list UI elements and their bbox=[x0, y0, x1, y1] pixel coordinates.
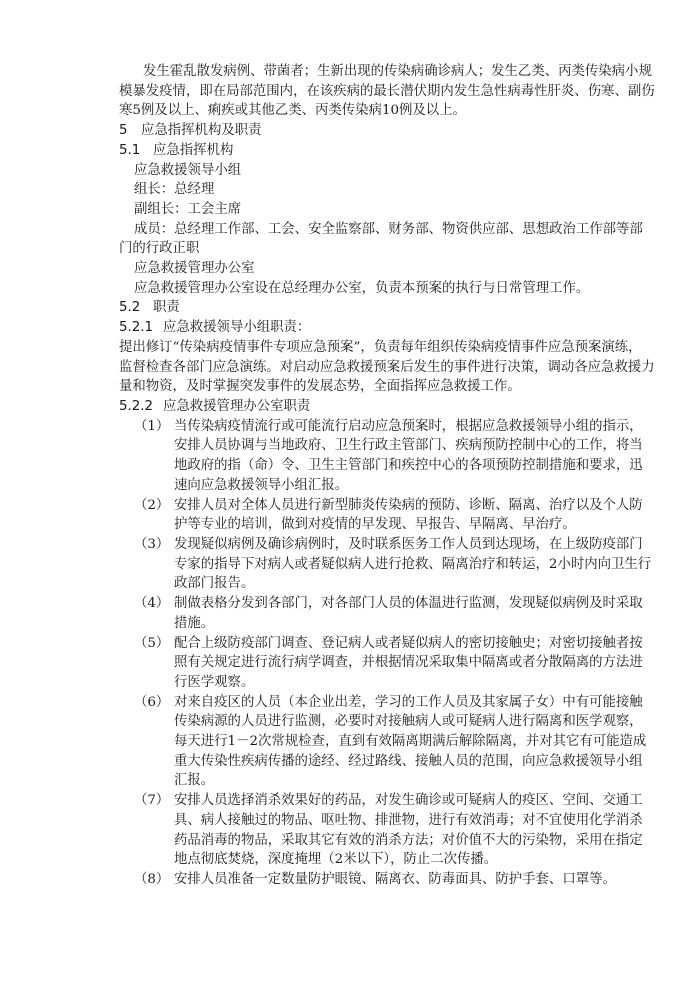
intro-line-3: 寒5例及以上、痢疾或其他乙类、丙类传染病10例及以上。 bbox=[119, 103, 466, 118]
item-6-line-5: 汇报。 bbox=[174, 773, 215, 788]
item-1-line-2: 安排人员协调与当地政府、卫生行政主管部门、疾病预防控制中心的工作，将当 bbox=[174, 438, 643, 453]
office-title: 应急救援管理办公室 bbox=[134, 261, 255, 276]
members-line-1: 成员：总经理工作部、工会、安全监察部、财务部、物资供应部、思想政治工作部等部 bbox=[134, 222, 643, 237]
item-4-line-1: 制做表格分发到各部门，对各部门人员的体温进行监测，发现疑似病例及时采取 bbox=[174, 596, 643, 611]
item-2-line-1: 安排人员对全体人员进行新型肺炎传染病的预防、诊断、隔离、治疗以及个人防 bbox=[174, 498, 643, 513]
leadership-group-title: 应急救援领导小组 bbox=[134, 163, 242, 178]
item-4-label: （4） bbox=[134, 596, 170, 611]
item-6-line-4: 重大传染性疾病传播的途经、经过路线、接触人员的范围，向应急救援领导小组 bbox=[174, 754, 643, 769]
section-5-2-number: 5.2 bbox=[119, 300, 141, 315]
item-7-label: （7） bbox=[134, 793, 170, 808]
item-7-line-3: 药品消毒的物品，采取其它有效的消杀方法；对价值不大的污染物，采用在指定 bbox=[174, 833, 643, 848]
item-5-line-3: 行医学观察。 bbox=[174, 675, 255, 690]
item-7-line-1: 安排人员选择消杀效果好的药品，对发生确诊或可疑病人的疫区、空间、交通工 bbox=[174, 793, 643, 808]
item-6-line-2: 传染病源的人员进行监测，必要时对接触病人或可疑病人进行隔离和医学观察， bbox=[174, 714, 643, 729]
item-6-line-3: 每天进行1－2次常规检查，直到有效隔离期满后解除隔离，并对其它有可能造成 bbox=[174, 734, 647, 749]
section-5-2-1-number: 5.2.1 bbox=[119, 320, 154, 335]
section-5-2-1-line-1: 提出修订“传染病疫情事件专项应急预案”，负责每年组织传染病疫情事件应急预案演练， bbox=[119, 340, 642, 355]
section-5-heading bbox=[119, 121, 262, 140]
section-5-2-1-line-3: 量和物资，及时掌握突发事件的发展态势，全面指挥应急救援工作。 bbox=[119, 379, 521, 394]
section-5-1-heading bbox=[119, 141, 233, 160]
intro-line-2: 模暴发疫情，即在局部范围内，在该疾病的最长潜伏期内发生急性病毒性肝炎、伤寒、副伤 bbox=[119, 84, 655, 99]
leader-line: 组长：总经理 bbox=[134, 182, 215, 197]
members-line-2: 门的行政正职 bbox=[119, 241, 200, 256]
deputy-line: 副组长：工会主席 bbox=[134, 202, 242, 217]
office-text: 应急救援管理办公室设在总经理办公室，负责本预案的执行与日常管理工作。 bbox=[134, 281, 590, 296]
section-5-2-2-number: 5.2.2 bbox=[119, 399, 154, 414]
section-5-2-title: 职责 bbox=[153, 300, 180, 315]
section-5-1-title: 应急指挥机构 bbox=[153, 143, 234, 158]
item-3-label: （3） bbox=[134, 537, 170, 552]
item-5-line-2: 照有关规定进行流行病学调查，并根据情况采取集中隔离或者分散隔离的方法进 bbox=[174, 655, 643, 670]
section-5-2-heading bbox=[119, 298, 180, 317]
item-8-label: （8） bbox=[134, 872, 170, 887]
section-5-number: 5 bbox=[119, 123, 128, 138]
item-1-line-4: 速向应急救援领导小组汇报。 bbox=[174, 478, 349, 493]
section-5-2-2-title: 应急救援管理办公室职责 bbox=[163, 399, 311, 414]
item-4-line-2: 措施。 bbox=[174, 616, 215, 631]
section-5-2-1-heading bbox=[119, 318, 310, 337]
item-6-label: （6） bbox=[134, 695, 170, 710]
item-8-line-1: 安排人员准备一定数量防护眼镜、隔离衣、防毒面具、防护手套、口罩等。 bbox=[174, 872, 616, 887]
item-5-line-1: 配合上级防疫部门调查、登记病人或者疑似病人的密切接触史；对密切接触者按 bbox=[174, 636, 643, 651]
item-3-line-2: 专家的指导下对病人或者疑似病人进行抢救、隔离治疗和转运，2小时内向卫生行 bbox=[174, 557, 652, 572]
intro-line-1: 发生霍乱散发病例、带菌者；生新出现的传染病确诊病人；发生乙类、丙类传染病小规 bbox=[143, 64, 652, 79]
section-5-title: 应急指挥机构及职责 bbox=[141, 123, 262, 138]
item-2-line-2: 护等专业的培训，做到对疫情的早发现、早报告、早隔离、早治疗。 bbox=[174, 517, 576, 532]
section-5-2-2-heading bbox=[119, 397, 310, 416]
item-6-line-1: 对来自疫区的人员（本企业出差，学习的工作人员及其家属子女）中有可能接触 bbox=[174, 695, 643, 710]
section-5-1-number: 5.1 bbox=[119, 143, 141, 158]
item-2-label: （2） bbox=[134, 498, 170, 513]
item-1-line-1: 当传染病疫情流行或可能流行启动应急预案时，根据应急救援领导小组的指示， bbox=[174, 419, 643, 434]
item-3-line-1: 发现疑似病例及确诊病例时，及时联系医务工作人员到达现场，在上级防疫部门 bbox=[174, 537, 643, 552]
item-7-line-2: 具、病人接触过的物品、呕吐物、排泄物，进行有效消毒；对不宜使用化学消杀 bbox=[174, 813, 643, 828]
item-5-label: （5） bbox=[134, 636, 170, 651]
section-5-2-1-line-2: 监督检查各部门应急演练。对启动应急救援预案后发生的事件进行决策，调动各应急救援力 bbox=[119, 360, 655, 375]
item-7-line-4: 地点彻底焚烧，深度掩埋（2米以下），防止二次传播。 bbox=[174, 852, 498, 867]
item-1-label: （1） bbox=[134, 419, 170, 434]
item-1-line-3: 地政府的指（命）令、卫生主管部门和疾控中心的各项预防控制措施和要求，迅 bbox=[174, 458, 643, 473]
item-3-line-3: 政部门报告。 bbox=[174, 576, 255, 591]
section-5-2-1-title: 应急救援领导小组职责： bbox=[163, 320, 311, 335]
